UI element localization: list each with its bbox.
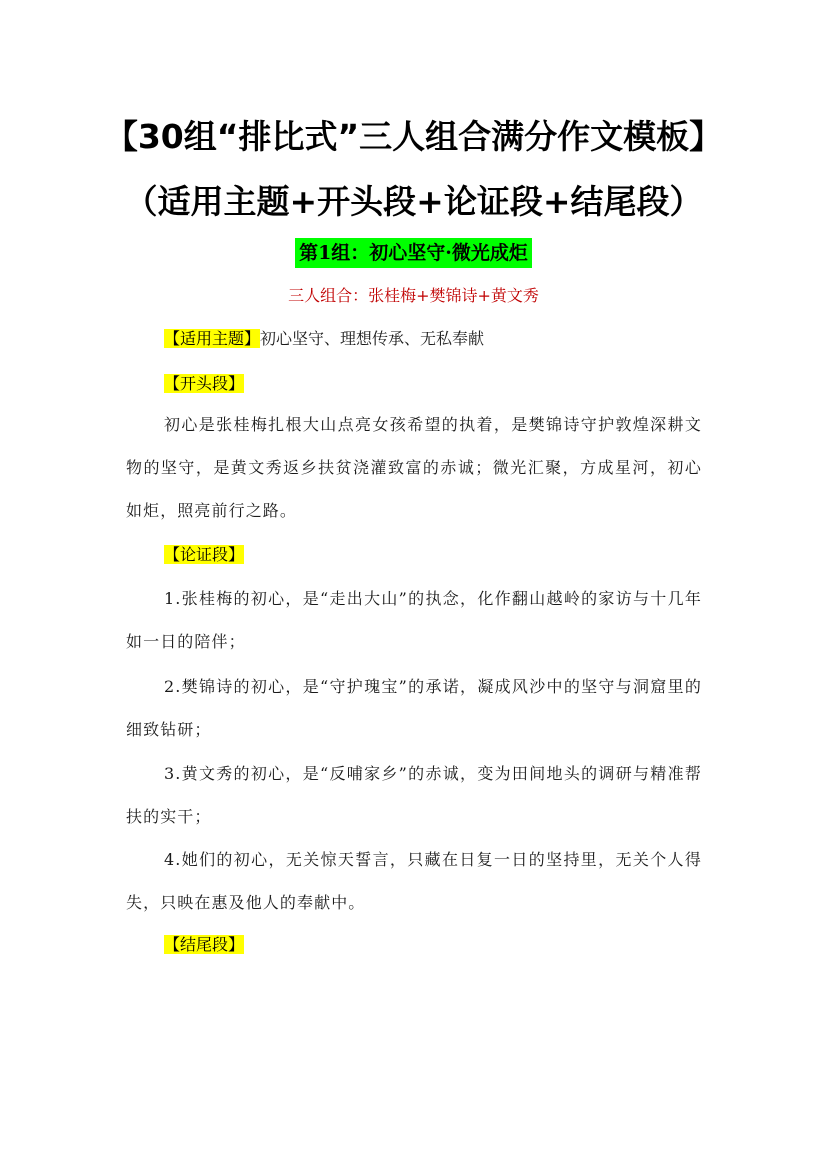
ending-label: 【结尾段】 (164, 935, 245, 954)
argument-label: 【论证段】 (164, 545, 245, 564)
argument-item: 1.张桂梅的初心，是“走出大山”的执念，化作翻山越岭的家访与十几年如一日的陪伴； (126, 589, 702, 651)
opening-label: 【开头段】 (164, 374, 245, 393)
ending-heading (164, 932, 244, 958)
document-title: 【30组“排比式”三人组合满分作文模板】 (104, 117, 723, 156)
argument-item: 2.樊锦诗的初心，是“守护瑰宝”的承诺，凝成风沙中的坚守与洞窟里的细致钻研； (126, 677, 702, 739)
argument-item: 4.她们的初心，无关惊天誓言，只藏在日复一日的坚持里，无关个人得失，只映在惠及他人的奉献中。 (126, 850, 702, 912)
opening-heading (164, 371, 244, 397)
argument-heading (164, 542, 244, 568)
group-heading (0, 238, 827, 268)
group-title: 第1组：初心坚守·微光成炬 (295, 238, 532, 268)
theme-label: 【适用主题】 (164, 329, 261, 348)
theme-text: 初心坚守、理想传承、无私奉献 (260, 329, 485, 348)
opening-paragraph: 初心是张桂梅扎根大山点亮女孩希望的执着，是樊锦诗守护敦煌深耕文物的坚守，是黄文秀返乡扶贫浇灌致富的赤诚；微光汇聚，方成星河，初心如炬，照亮前行之路。 (126, 415, 702, 520)
argument-item: 3.黄文秀的初心，是“反哺家乡”的赤诚，变为田间地头的调研与精准帮扶的实干； (126, 764, 702, 826)
document-subtitle: （适用主题+开头段+论证段+结尾段） (124, 182, 703, 221)
theme-line (164, 326, 484, 352)
group-members: 三人组合：张桂梅+樊锦诗+黄文秀 (288, 286, 539, 305)
